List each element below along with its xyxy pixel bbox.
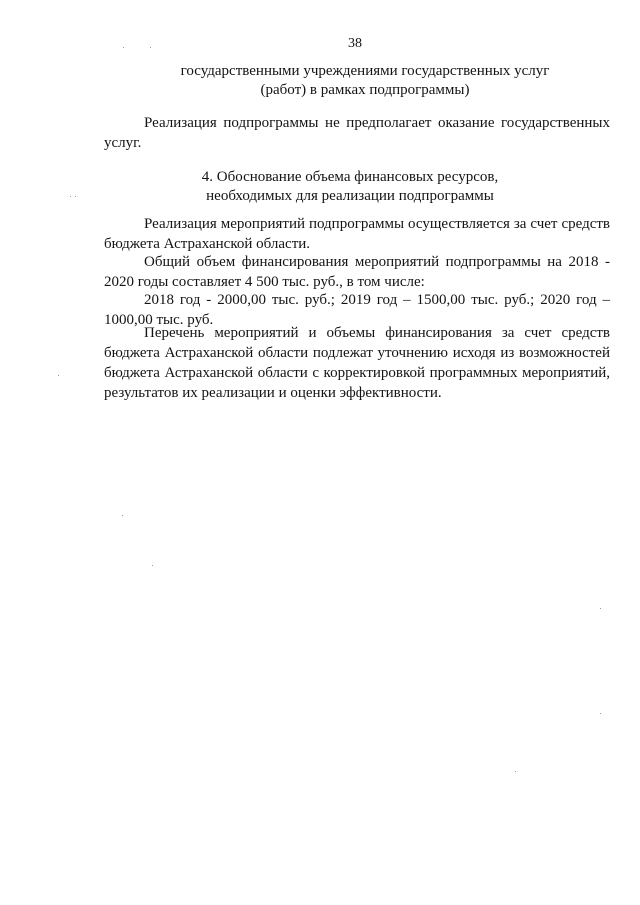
scan-speck bbox=[600, 608, 601, 609]
scan-speck bbox=[58, 375, 59, 376]
scan-speck bbox=[600, 713, 601, 714]
paragraph-services: Реализация подпрограммы не предполагает оказание государственных услуг. bbox=[104, 115, 610, 151]
scan-speck bbox=[123, 47, 124, 48]
scan-speck bbox=[70, 196, 71, 197]
scan-speck bbox=[152, 565, 153, 566]
section-title-line-2: (работ) в рамках подпрограммы) bbox=[260, 82, 470, 98]
section-4-heading bbox=[120, 168, 580, 206]
paragraph-total-volume: Общий объем финансирования мероприятий подпрограммы на 2018 - 2020 годы составляет 4 500 тыс. руб., в том числе: bbox=[104, 254, 610, 290]
section-4-heading-line-2: необходимых для реализации подпрограммы bbox=[206, 188, 494, 204]
paragraph-funding-source: Реализация мероприятий подпрограммы осуществляется за счет средств бюджета Астраханской области. bbox=[104, 216, 610, 252]
section-4-heading-line-1: 4. Обоснование объема финансовых ресурсов, bbox=[201, 169, 499, 185]
paragraph-by-year: 2018 год - 2000,00 тыс. руб.; 2019 год – 1500,00 тыс. руб.; 2020 год – 1000,00 тыс. руб. bbox=[104, 292, 610, 328]
scan-speck bbox=[515, 771, 516, 772]
page-number: 38 bbox=[348, 36, 362, 51]
scan-speck bbox=[122, 515, 123, 516]
paragraph-clarification: Перечень мероприятий и объемы финансирования за счет средств бюджета Астраханской области подлежат уточнению исходя из возможностей бюджета Астраханской области с корректировкой программных мероприятий, результатов их реализации и оценки эффективности. bbox=[104, 325, 610, 401]
scan-speck bbox=[75, 196, 76, 197]
scan-speck bbox=[150, 47, 151, 48]
section-title-line-1: государственными учреждениями государственных услуг bbox=[180, 63, 550, 79]
section-title-continuation bbox=[150, 62, 580, 100]
